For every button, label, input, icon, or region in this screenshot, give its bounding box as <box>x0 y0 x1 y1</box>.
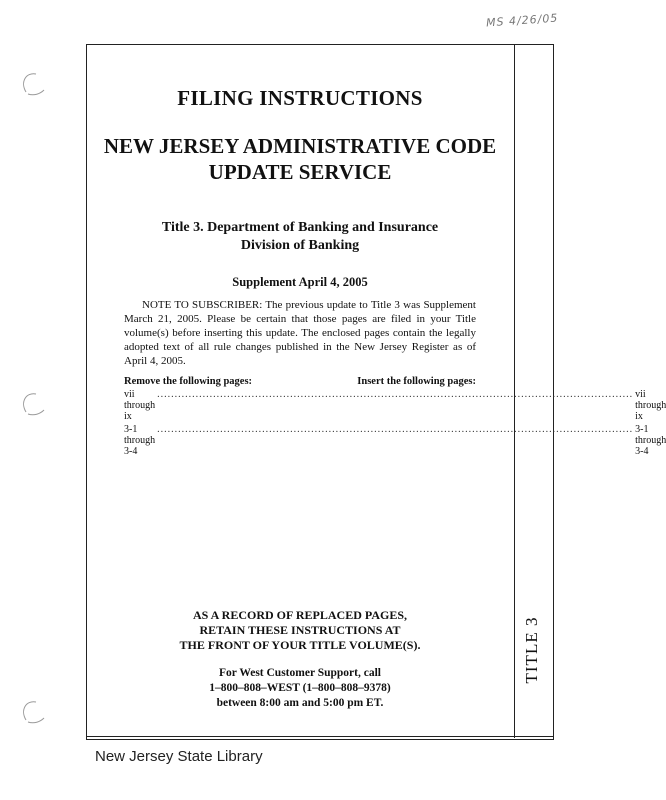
code-title-line-2: UPDATE SERVICE <box>208 160 392 184</box>
insert-pages: 3-1 through 3-4 <box>635 424 666 457</box>
insert-pages: vii through ix <box>635 389 666 422</box>
pages-table-header <box>124 376 476 387</box>
page-heading: FILING INSTRUCTIONS <box>177 86 423 110</box>
title-line-1: Title 3. Department of Banking and Insurance <box>161 220 439 235</box>
main-content <box>100 44 666 457</box>
support-hours: between 8:00 am and 5:00 pm ET. <box>216 697 384 709</box>
insert-header: Insert the following pages: <box>357 376 476 387</box>
library-stamp: New Jersey State Library <box>95 748 263 765</box>
pages-table-row <box>124 389 666 422</box>
punch-hole-mark-top <box>16 66 50 100</box>
remove-pages: 3-1 through 3-4 <box>124 424 156 457</box>
title-line-2: Division of Banking <box>240 238 360 253</box>
dot-leader: ........................................................................................................................................ <box>157 424 634 435</box>
page-border-bottom-rule <box>86 736 554 737</box>
retain-notice <box>100 608 500 653</box>
retain-line-3: THE FRONT OF YOUR TITLE VOLUME(S). <box>179 638 421 652</box>
retain-line-2: RETAIN THESE INSTRUCTIONS AT <box>199 623 401 637</box>
support-phone: 1–800–808–WEST (1–800–808–9378) <box>209 682 391 694</box>
code-title-line-1: NEW JERSEY ADMINISTRATIVE CODE <box>103 134 497 158</box>
remove-header: Remove the following pages: <box>124 376 253 387</box>
handwritten-initials-date: MS 4/26/05 <box>485 11 559 30</box>
support-line-1: For West Customer Support, call <box>219 667 381 679</box>
pages-table-row <box>124 424 666 457</box>
title-tab-label: TITLE 3 <box>522 616 541 684</box>
code-title <box>100 133 500 185</box>
punch-hole-mark-bottom <box>16 694 50 728</box>
punch-hole-mark-middle <box>16 386 50 420</box>
supplement-date: Supplement April 4, 2005 <box>232 275 368 289</box>
pages-table <box>124 376 666 457</box>
dot-leader: ........................................................................................................................................ <box>157 389 634 400</box>
remove-pages: vii through ix <box>124 389 156 422</box>
retain-line-1: AS A RECORD OF REPLACED PAGES, <box>192 608 408 622</box>
subscriber-note: NOTE TO SUBSCRIBER: The previous update to Title 3 was Supplement March 21, 2005. Please be certain that those pages are filed in your Title volume(s) before inserting this update. The enclosed pages contain the legally adopted text of all rule changes published in the New Jersey Register as of April 4, 2005. <box>124 299 476 367</box>
customer-support <box>100 666 500 711</box>
title-designation <box>100 219 500 255</box>
